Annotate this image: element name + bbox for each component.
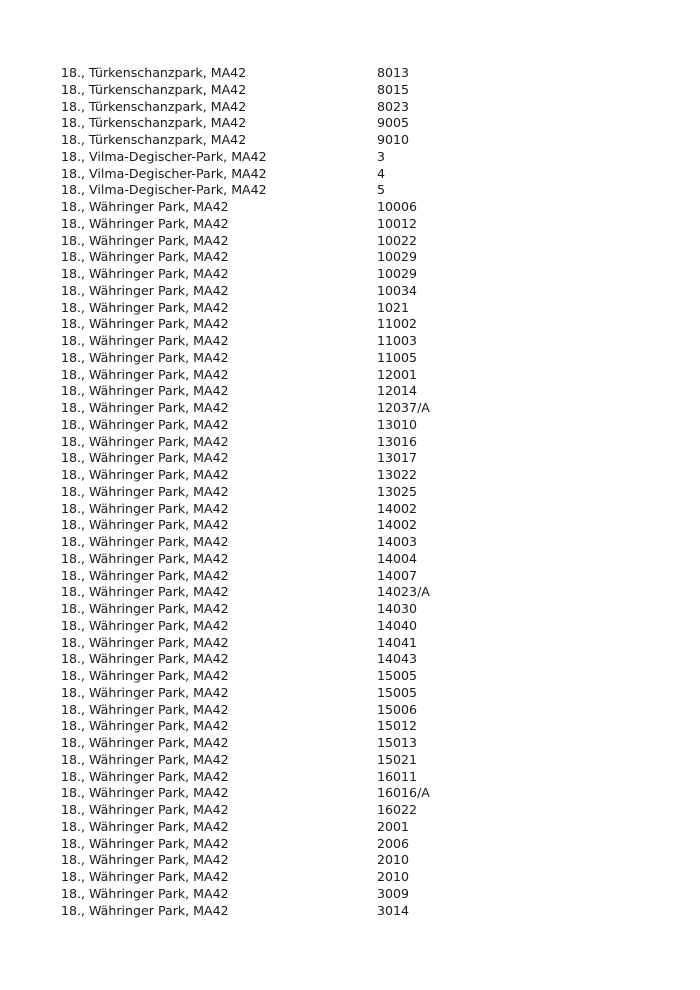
number-cell: 10022 [377, 232, 418, 248]
number-cell: 14043 [377, 651, 418, 667]
location-cell: 18., Währinger Park, MA42 [61, 266, 229, 281]
location-cell: 18., Währinger Park, MA42 [61, 249, 229, 265]
location-cell: 18., Türkenschanzpark, MA42 [61, 98, 247, 114]
number-cell: 4 [377, 165, 386, 181]
number-cell: 13016 [377, 433, 418, 449]
list-row [61, 316, 661, 333]
list-row [61, 702, 661, 719]
location-cell: 18., Währinger Park, MA42 [61, 701, 229, 717]
list-row [61, 417, 661, 434]
location-cell: 18., Währinger Park, MA42 [61, 718, 229, 734]
list-row [61, 551, 661, 568]
number-cell: 14007 [377, 567, 418, 583]
location-cell: 18., Währinger Park, MA42 [61, 768, 229, 784]
location-cell: 18., Währinger Park, MA42 [61, 869, 229, 884]
number-cell: 13022 [377, 467, 418, 482]
list-row [61, 886, 661, 903]
number-cell: 10029 [377, 249, 418, 265]
location-cell: 18., Währinger Park, MA42 [61, 232, 229, 248]
location-cell: 18., Währinger Park, MA42 [61, 500, 229, 516]
list-row [61, 300, 661, 317]
list-row [61, 82, 661, 99]
number-cell: 10012 [377, 215, 418, 231]
number-cell: 3009 [377, 885, 410, 901]
number-cell: 15012 [377, 718, 418, 734]
location-cell: 18., Türkenschanzpark, MA42 [61, 132, 247, 147]
location-cell: 18., Währinger Park, MA42 [61, 785, 229, 801]
tree-list [61, 65, 661, 919]
number-cell: 1021 [377, 299, 410, 315]
list-row [61, 233, 661, 250]
location-cell: 18., Währinger Park, MA42 [61, 299, 229, 315]
list-row [61, 149, 661, 166]
location-cell: 18., Währinger Park, MA42 [61, 450, 229, 466]
location-cell: 18., Währinger Park, MA42 [61, 651, 229, 667]
number-cell: 14004 [377, 550, 418, 566]
list-row [61, 534, 661, 551]
list-row [61, 903, 661, 920]
number-cell: 10029 [377, 266, 418, 281]
number-cell: 5 [377, 182, 386, 198]
location-cell: 18., Währinger Park, MA42 [61, 617, 229, 633]
location-cell: 18., Währinger Park, MA42 [61, 366, 229, 382]
list-row [61, 601, 661, 618]
list-row [61, 400, 661, 417]
number-cell: 9010 [377, 132, 410, 147]
number-cell: 2006 [377, 835, 410, 851]
number-cell: 15013 [377, 735, 418, 750]
location-cell: 18., Währinger Park, MA42 [61, 818, 229, 834]
list-row [61, 434, 661, 451]
list-row [61, 819, 661, 836]
list-row [61, 266, 661, 283]
list-row [61, 869, 661, 886]
list-row [61, 685, 661, 702]
location-cell: 18., Währinger Park, MA42 [61, 517, 229, 533]
number-cell: 10006 [377, 199, 418, 214]
number-cell: 14030 [377, 601, 418, 616]
number-cell: 8023 [377, 98, 410, 114]
list-row [61, 769, 661, 786]
list-row [61, 283, 661, 300]
number-cell: 12014 [377, 383, 418, 399]
list-row [61, 852, 661, 869]
number-cell: 8013 [377, 65, 410, 80]
list-row [61, 785, 661, 802]
list-row [61, 517, 661, 534]
list-row [61, 333, 661, 350]
number-cell: 11003 [377, 333, 418, 348]
number-cell: 13017 [377, 450, 418, 466]
list-row [61, 735, 661, 752]
number-cell: 13025 [377, 483, 418, 499]
number-cell: 16011 [377, 768, 418, 784]
number-cell: 8015 [377, 81, 410, 97]
number-cell: 15005 [377, 684, 418, 700]
number-cell: 2010 [377, 852, 410, 868]
list-row [61, 568, 661, 585]
number-cell: 12001 [377, 366, 418, 382]
location-cell: 18., Vilma-Degischer-Park, MA42 [61, 165, 267, 181]
number-cell: 3014 [377, 902, 410, 918]
location-cell: 18., Währinger Park, MA42 [61, 333, 229, 348]
number-cell: 12037/A [377, 400, 430, 415]
location-cell: 18., Währinger Park, MA42 [61, 550, 229, 566]
list-row [61, 651, 661, 668]
list-row [61, 450, 661, 467]
location-cell: 18., Währinger Park, MA42 [61, 215, 229, 231]
location-cell: 18., Währinger Park, MA42 [61, 567, 229, 583]
location-cell: 18., Währinger Park, MA42 [61, 534, 229, 549]
list-row [61, 166, 661, 183]
number-cell: 14002 [377, 500, 418, 516]
list-row [61, 802, 661, 819]
list-row [61, 836, 661, 853]
location-cell: 18., Währinger Park, MA42 [61, 282, 229, 298]
number-cell: 15021 [377, 751, 418, 767]
number-cell: 16022 [377, 802, 418, 817]
location-cell: 18., Währinger Park, MA42 [61, 383, 229, 399]
list-row [61, 618, 661, 635]
number-cell: 14040 [377, 617, 418, 633]
list-row [61, 484, 661, 501]
list-row [61, 635, 661, 652]
list-row [61, 501, 661, 518]
location-cell: 18., Währinger Park, MA42 [61, 852, 229, 868]
list-row [61, 99, 661, 116]
location-cell: 18., Währinger Park, MA42 [61, 199, 229, 214]
number-cell: 13010 [377, 416, 418, 432]
list-row [61, 584, 661, 601]
location-cell: 18., Währinger Park, MA42 [61, 684, 229, 700]
location-cell: 18., Währinger Park, MA42 [61, 885, 229, 901]
location-cell: 18., Währinger Park, MA42 [61, 735, 229, 750]
location-cell: 18., Währinger Park, MA42 [61, 316, 229, 332]
list-row [61, 383, 661, 400]
number-cell: 14002 [377, 517, 418, 533]
location-cell: 18., Vilma-Degischer-Park, MA42 [61, 148, 267, 164]
list-row [61, 216, 661, 233]
number-cell: 14041 [377, 634, 418, 650]
location-cell: 18., Währinger Park, MA42 [61, 400, 229, 415]
location-cell: 18., Währinger Park, MA42 [61, 668, 229, 683]
location-cell: 18., Währinger Park, MA42 [61, 483, 229, 499]
location-cell: 18., Türkenschanzpark, MA42 [61, 115, 247, 131]
location-cell: 18., Währinger Park, MA42 [61, 634, 229, 650]
location-cell: 18., Währinger Park, MA42 [61, 467, 229, 482]
number-cell: 15005 [377, 668, 418, 683]
location-cell: 18., Vilma-Degischer-Park, MA42 [61, 182, 267, 198]
list-row [61, 182, 661, 199]
list-row [61, 467, 661, 484]
number-cell: 2001 [377, 818, 410, 834]
number-cell: 10034 [377, 282, 418, 298]
location-cell: 18., Währinger Park, MA42 [61, 349, 229, 365]
list-row [61, 718, 661, 735]
list-row [61, 65, 661, 82]
location-cell: 18., Währinger Park, MA42 [61, 835, 229, 851]
list-row [61, 115, 661, 132]
list-row [61, 752, 661, 769]
list-row [61, 350, 661, 367]
list-row [61, 367, 661, 384]
location-cell: 18., Währinger Park, MA42 [61, 416, 229, 432]
list-row [61, 132, 661, 149]
number-cell: 15006 [377, 701, 418, 717]
list-row [61, 668, 661, 685]
location-cell: 18., Währinger Park, MA42 [61, 902, 229, 918]
list-row [61, 199, 661, 216]
location-cell: 18., Währinger Park, MA42 [61, 802, 229, 817]
location-cell: 18., Türkenschanzpark, MA42 [61, 81, 247, 97]
number-cell: 3 [377, 148, 386, 164]
number-cell: 11002 [377, 316, 418, 332]
location-cell: 18., Währinger Park, MA42 [61, 433, 229, 449]
number-cell: 2010 [377, 869, 410, 884]
number-cell: 16016/A [377, 785, 430, 801]
number-cell: 11005 [377, 349, 418, 365]
number-cell: 14003 [377, 534, 418, 549]
location-cell: 18., Währinger Park, MA42 [61, 601, 229, 616]
number-cell: 14023/A [377, 584, 430, 600]
location-cell: 18., Währinger Park, MA42 [61, 584, 229, 600]
location-cell: 18., Türkenschanzpark, MA42 [61, 65, 247, 80]
location-cell: 18., Währinger Park, MA42 [61, 751, 229, 767]
list-row [61, 249, 661, 266]
number-cell: 9005 [377, 115, 410, 131]
